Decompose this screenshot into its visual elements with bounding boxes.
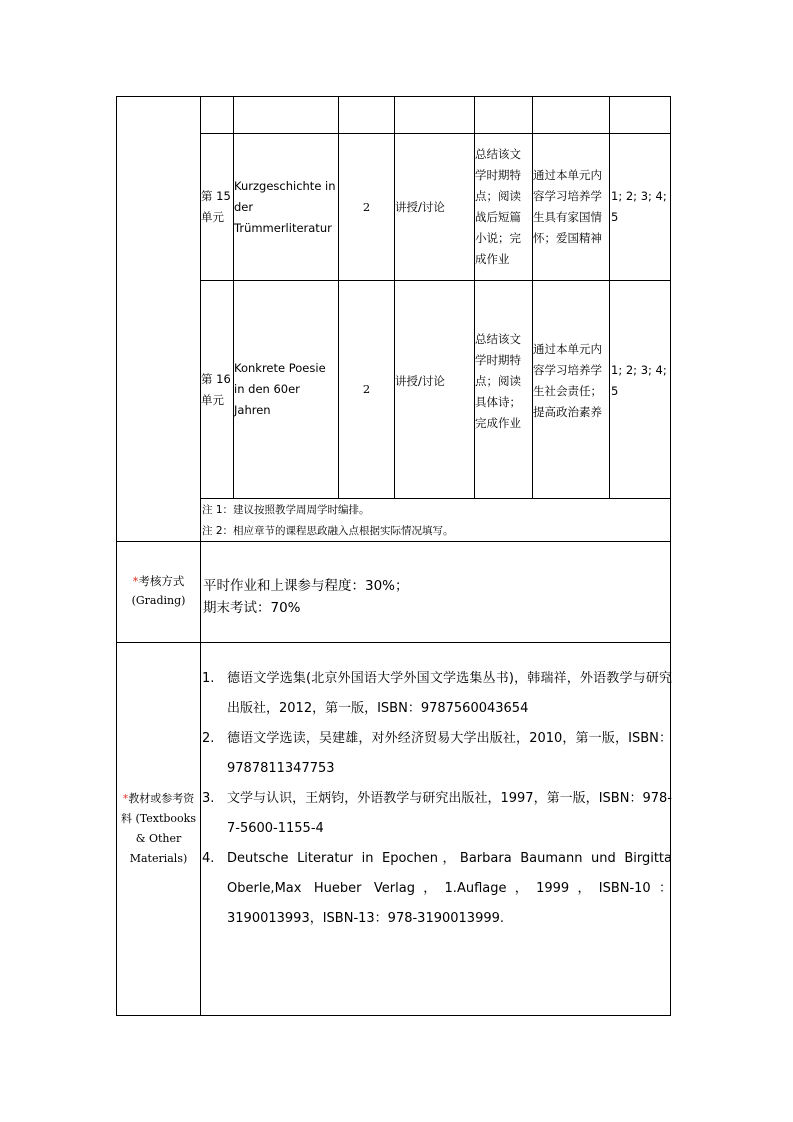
grading-line: 期末考试：70% xyxy=(203,600,301,616)
hours-cell: 2 xyxy=(362,382,371,396)
topic-cell: Kurzgeschichte in der Trümmerliteratur xyxy=(234,178,336,235)
list-item: 1. 德语文学选集(北京外国语大学外国文学选集丛书)，韩瑞祥，外语教学与研究出版社，2012，第一版，ISBN：9787560043654 xyxy=(202,671,672,716)
required-marker: * xyxy=(132,574,139,588)
tasks-cell: 总结该文学时期特点；阅读具体诗；完成作业 xyxy=(475,331,521,430)
objectives-cell: 1; 2; 3; 4; 5 xyxy=(611,189,667,224)
schedule-note: 注 1：建议按照教学周周学时编排。 xyxy=(202,504,370,516)
ideology-cell: 通过本单元内容学习培养学生社会责任；提高政治素养 xyxy=(533,342,602,419)
ideology-cell: 通过本单元内容学习培养学生具有家国情怀；爱国精神 xyxy=(533,168,602,245)
method-cell: 讲授/讨论 xyxy=(395,199,445,214)
reference-list xyxy=(202,664,672,934)
list-item: 4. Deutsche Literatur in Epochen，Barbara Baumann und Birgitta Oberle,Max Hueber Verlag，1.Auflage，1999，ISBN-10：3190013993，ISBN-13：978-3190013999. xyxy=(202,851,672,926)
row-divider xyxy=(200,498,671,499)
hours-cell: 2 xyxy=(362,199,371,214)
objectives-cell: 1; 2; 3; 4; 5 xyxy=(611,363,667,398)
required-marker: * xyxy=(122,792,129,805)
tasks-cell: 总结该文学时期特点；阅读战后短篇小说；完成作业 xyxy=(475,147,521,266)
unit-cell: 第 15 单元 xyxy=(201,189,231,224)
grading-label: *考核方式 (Grading) xyxy=(131,574,186,607)
topic-cell: Konkrete Poesie in den 60er Jahren xyxy=(234,361,326,417)
unit-cell: 第 16 单元 xyxy=(201,371,231,407)
materials-label: *教材或参考资 料 (Textbooks & Other Materials) xyxy=(120,792,196,865)
list-item: 3. 文学与认识，王炳钧，外语教学与研究出版社，1997，第一版，ISBN：978-7-5600-1155-4 xyxy=(202,791,672,836)
list-item: 2. 德语文学选读，吴建雄，对外经济贸易大学出版社，2010，第一版，ISBN：9787811347753 xyxy=(202,731,672,776)
grading-line: 平时作业和上课参与程度：30%； xyxy=(203,578,409,594)
schedule-note: 注 2：相应章节的课程思政融入点根据实际情况填写。 xyxy=(202,525,454,537)
method-cell: 讲授/讨论 xyxy=(395,373,445,388)
